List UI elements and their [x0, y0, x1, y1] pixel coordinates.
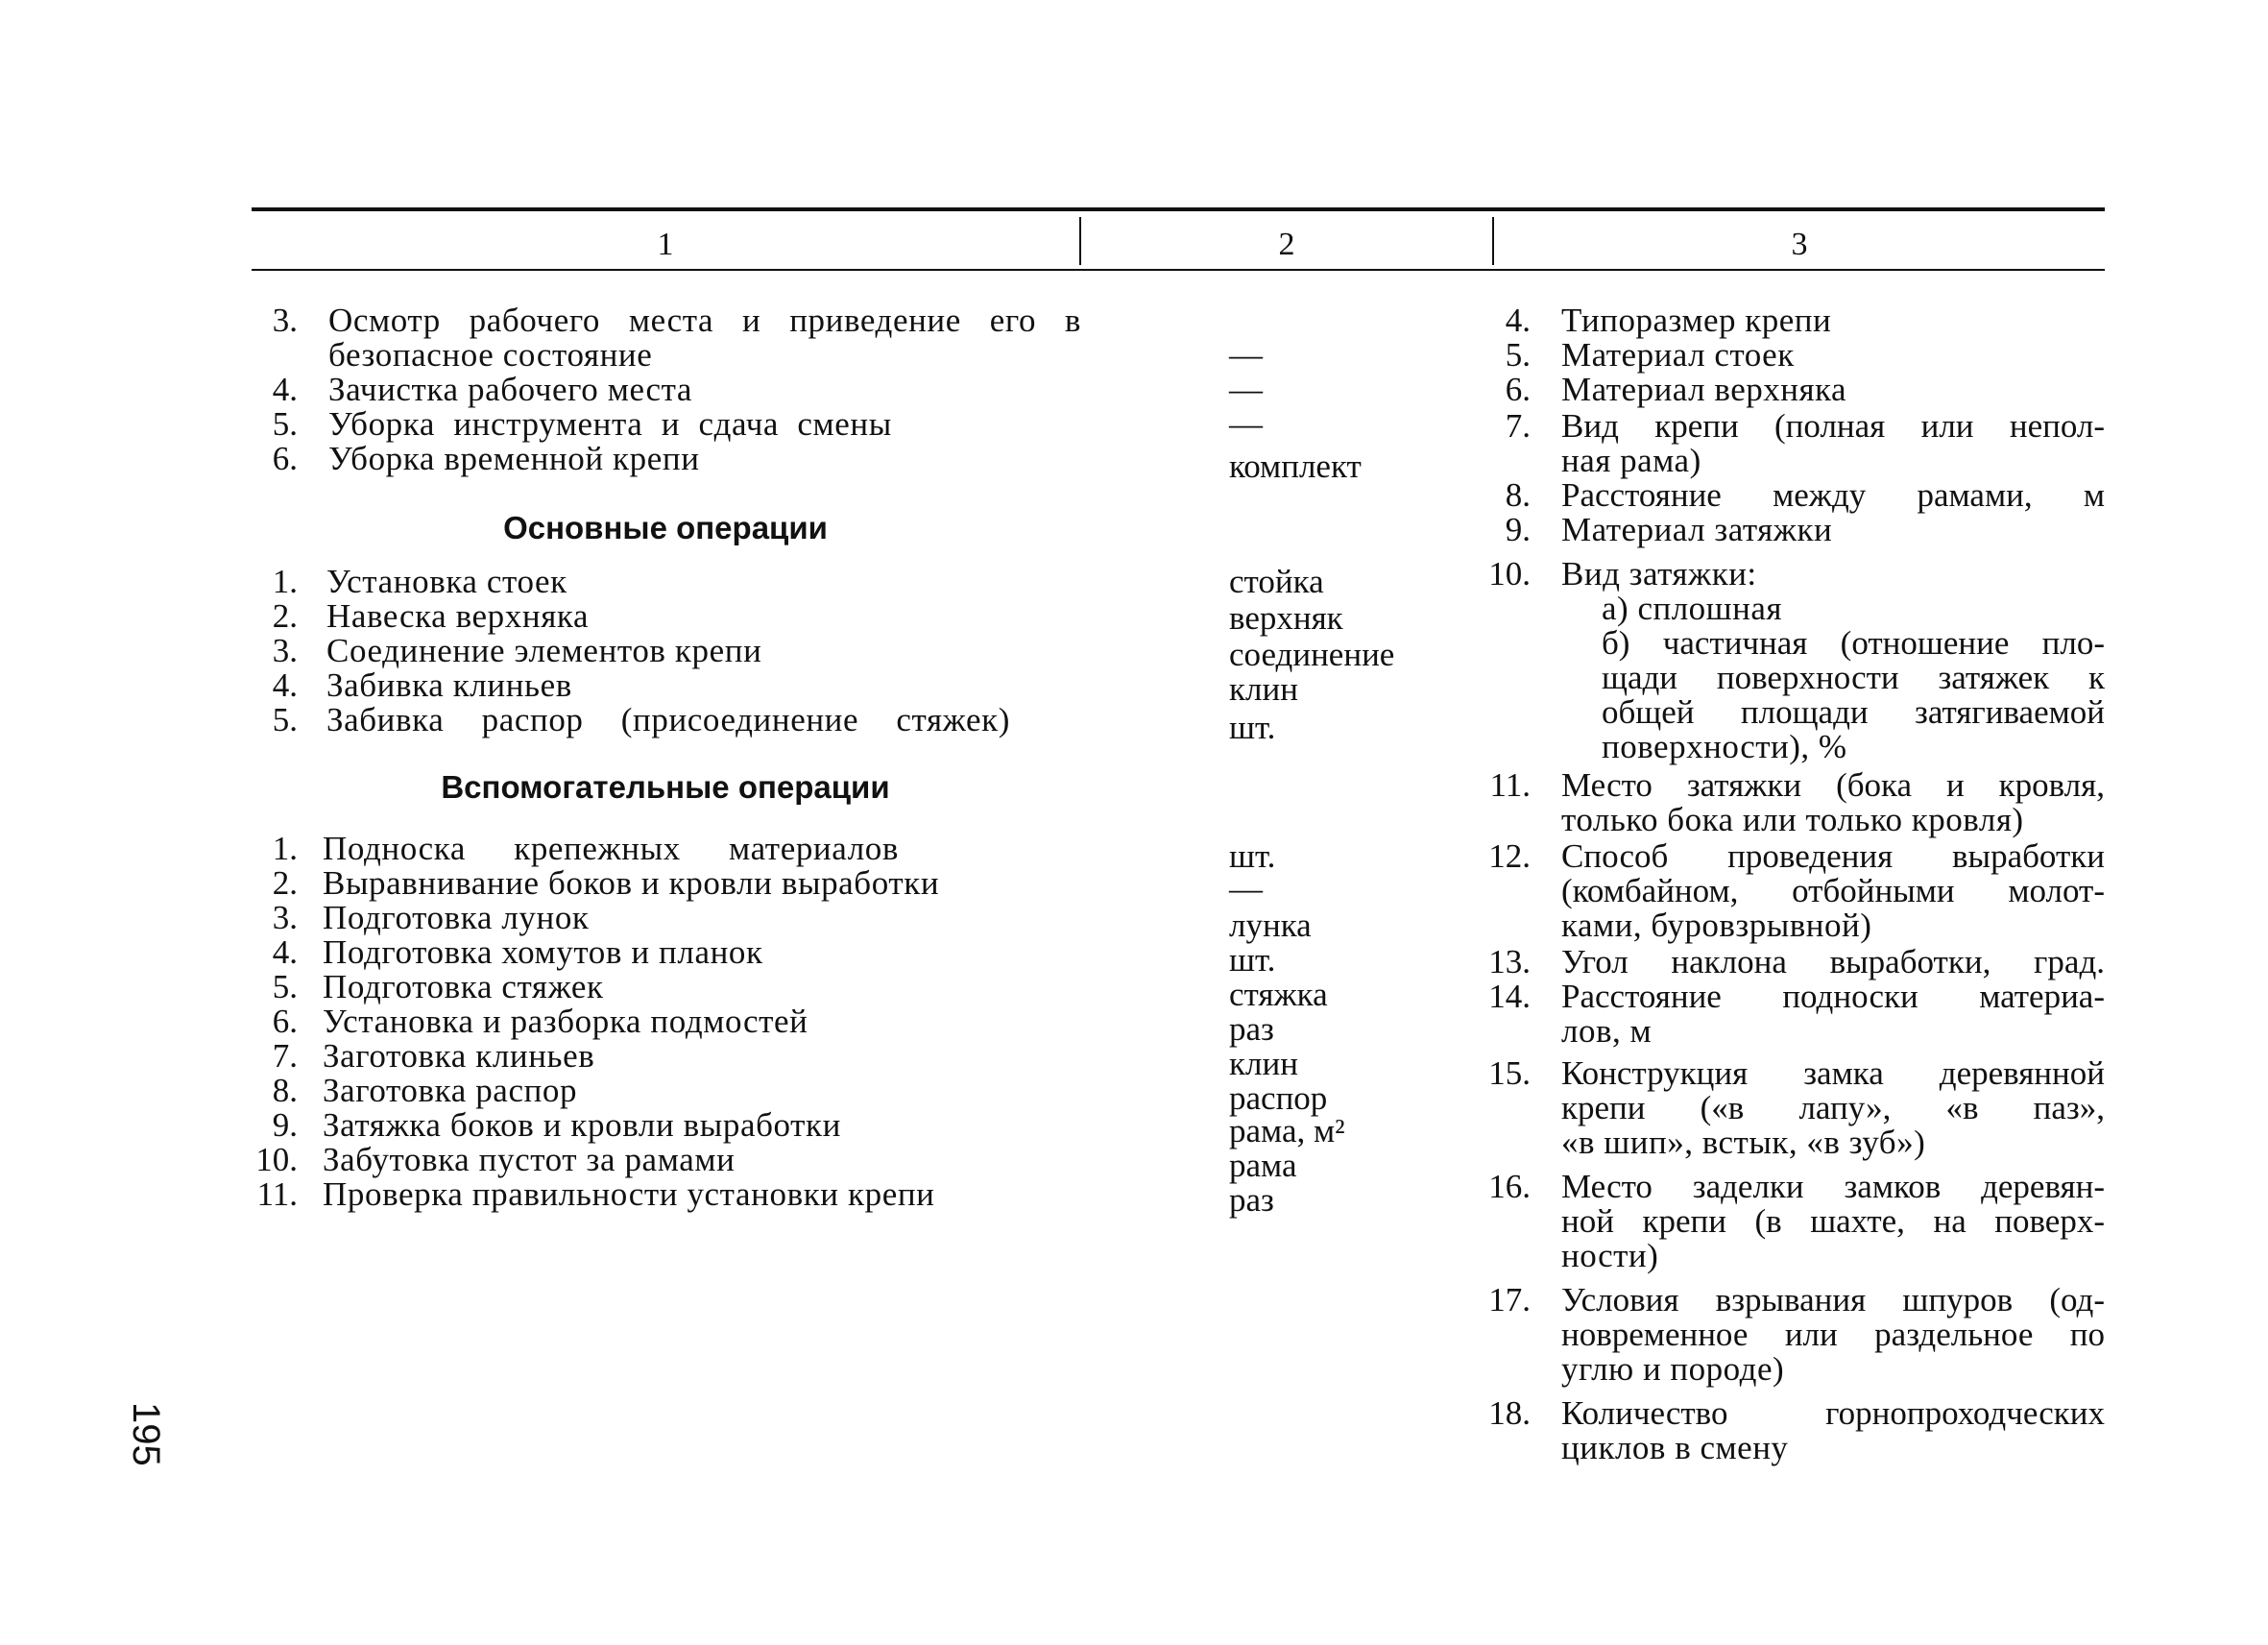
- param-text: б) частичная (отношение пло-: [1602, 624, 2105, 662]
- param-text: ной крепи (в шахте, на поверх-: [1561, 1202, 2105, 1240]
- param-text: только бока или только кровля): [1561, 801, 2024, 838]
- item-number: 2.: [272, 864, 298, 902]
- item-unit: —: [1229, 405, 1263, 443]
- item-number: 10.: [255, 1141, 298, 1178]
- item-number: 7.: [272, 1037, 298, 1075]
- item-number: 11.: [256, 1175, 298, 1213]
- param-text: Расстояние между рамами, м: [1561, 476, 2105, 514]
- item-number: 4.: [272, 933, 298, 971]
- param-text: Способ проведения выработки: [1561, 837, 2105, 875]
- param-text: лов, м: [1561, 1012, 1653, 1050]
- item-text: Соединение элементов крепи: [326, 632, 762, 669]
- item-number: 9.: [272, 1106, 298, 1144]
- param-text: Конструкция замка деревянной: [1561, 1054, 2105, 1092]
- item-text: Забутовка пустот за рамами: [323, 1141, 736, 1178]
- param-text: Вид крепи (полная или непол-: [1561, 407, 2105, 445]
- item-text: Забивка распор (присоединение стяжек): [326, 701, 1010, 738]
- param-number: 14.: [1488, 978, 1531, 1015]
- param-text: Условия взрывания шпуров (од-: [1561, 1281, 2105, 1318]
- item-text: Осмотр рабочего места и приведение его в: [328, 302, 1081, 339]
- table-header-rule: [252, 269, 2105, 271]
- param-text: углю и породе): [1561, 1350, 1785, 1388]
- item-number: 3.: [272, 302, 298, 339]
- item-number: 1.: [272, 830, 298, 867]
- item-text: Уборка инструмента и сдача смены: [328, 405, 892, 443]
- param-text: циклов в смену: [1561, 1429, 1789, 1466]
- table-top-rule: [252, 207, 2105, 211]
- item-number: 4.: [272, 666, 298, 704]
- item-unit: стяжка: [1229, 976, 1328, 1013]
- item-unit: лунка: [1229, 907, 1312, 944]
- item-text: Установка стоек: [326, 563, 567, 600]
- param-number: 18.: [1488, 1394, 1531, 1432]
- param-number: 15.: [1488, 1054, 1531, 1092]
- item-text: Забивка клиньев: [326, 666, 572, 704]
- item-unit: распор: [1229, 1079, 1328, 1117]
- item-number: 6.: [272, 440, 298, 477]
- item-text: Подготовка стяжек: [323, 968, 604, 1005]
- item-text: Подготовка лунок: [323, 899, 590, 936]
- param-number: 16.: [1488, 1168, 1531, 1205]
- param-text: новременное или раздельное по: [1561, 1316, 2105, 1353]
- item-text: Уборка временной крепи: [328, 440, 700, 477]
- item-number: 5.: [272, 405, 298, 443]
- param-text: Материал затяжки: [1561, 511, 1833, 548]
- param-number: 17.: [1488, 1281, 1531, 1318]
- item-unit: —: [1229, 336, 1263, 374]
- param-text: «в шип», встык, «в зуб»): [1561, 1124, 1926, 1161]
- item-unit: рама, м²: [1229, 1112, 1345, 1149]
- param-text: ности): [1561, 1237, 1659, 1274]
- item-number: 1.: [272, 563, 298, 600]
- column-header-2: 2: [1278, 227, 1295, 262]
- param-text: Место затяжки (бока и кровля,: [1561, 766, 2105, 804]
- item-unit: клин: [1229, 670, 1298, 708]
- param-number: 5.: [1505, 336, 1531, 374]
- item-number: 3.: [272, 632, 298, 669]
- item-number: 6.: [272, 1003, 298, 1040]
- item-text: Подготовка хомутов и планок: [323, 933, 763, 971]
- item-unit: комплект: [1229, 448, 1362, 485]
- item-text: безопасное состояние: [328, 336, 653, 374]
- param-text: Угол наклона выработки, град.: [1561, 943, 2105, 980]
- section-title-main: Основные операции: [503, 510, 828, 545]
- section-title-aux: Вспомогательные операции: [441, 769, 890, 805]
- item-unit: шт.: [1229, 837, 1276, 875]
- item-number: 8.: [272, 1072, 298, 1109]
- param-text: а) сплошная: [1602, 590, 1782, 627]
- item-unit: шт.: [1229, 941, 1276, 979]
- param-text: Материал стоек: [1561, 336, 1795, 374]
- item-unit: —: [1229, 870, 1263, 907]
- param-text: Место заделки замков деревян-: [1561, 1168, 2105, 1205]
- param-text: ная рама): [1561, 442, 1701, 479]
- item-unit: клин: [1229, 1045, 1298, 1082]
- param-text: поверхности), %: [1602, 728, 1847, 765]
- param-text: общей площади затягиваемой: [1602, 693, 2105, 731]
- item-unit: верхняк: [1229, 599, 1343, 637]
- item-number: 2.: [272, 597, 298, 635]
- item-text: Подноска крепежных материалов: [323, 830, 899, 867]
- param-number: 12.: [1488, 837, 1531, 875]
- page-number: 195: [125, 1402, 167, 1466]
- param-text: (комбайном, отбойными молот-: [1561, 872, 2105, 909]
- item-text: Выравнивание боков и кровли выработки: [323, 864, 940, 902]
- param-number: 11.: [1489, 766, 1531, 804]
- item-number: 4.: [272, 371, 298, 408]
- item-unit: соединение: [1229, 636, 1395, 673]
- item-unit: шт.: [1229, 709, 1276, 746]
- param-text: крепи («в лапу», «в паз»,: [1561, 1089, 2105, 1126]
- param-text: Расстояние подноски материа-: [1561, 978, 2105, 1015]
- param-text: Вид затяжки:: [1561, 555, 1757, 593]
- param-text: Типоразмер крепи: [1561, 302, 1832, 339]
- item-text: Заготовка распор: [323, 1072, 578, 1109]
- item-text: Установка и разборка подмостей: [323, 1003, 808, 1040]
- param-number: 4.: [1505, 302, 1531, 339]
- item-unit: —: [1229, 371, 1263, 408]
- param-text: ками, буровзрывной): [1561, 907, 1872, 944]
- item-unit: раз: [1229, 1181, 1274, 1219]
- item-text: Зачистка рабочего места: [328, 371, 693, 408]
- item-number: 3.: [272, 899, 298, 936]
- item-number: 5.: [272, 701, 298, 738]
- param-number: 10.: [1488, 555, 1531, 593]
- param-number: 8.: [1505, 476, 1531, 514]
- param-text: щади поверхности затяжек к: [1602, 659, 2105, 696]
- item-text: Затяжка боков и кровли выработки: [323, 1106, 841, 1144]
- item-text: Проверка правильности установки крепи: [323, 1175, 935, 1213]
- item-unit: раз: [1229, 1010, 1274, 1048]
- column-header-1: 1: [657, 227, 674, 262]
- item-text: Навеска верхняка: [326, 597, 590, 635]
- param-number: 6.: [1505, 371, 1531, 408]
- param-number: 7.: [1505, 407, 1531, 445]
- item-text: Заготовка клиньев: [323, 1037, 595, 1075]
- param-text: Количество горнопроходческих: [1561, 1394, 2105, 1432]
- item-unit: рама: [1229, 1147, 1297, 1184]
- param-text: Материал верхняка: [1561, 371, 1847, 408]
- param-number: 13.: [1488, 943, 1531, 980]
- column-header-3: 3: [1791, 227, 1808, 262]
- item-number: 5.: [272, 968, 298, 1005]
- param-number: 9.: [1505, 511, 1531, 548]
- item-unit: стойка: [1229, 563, 1324, 600]
